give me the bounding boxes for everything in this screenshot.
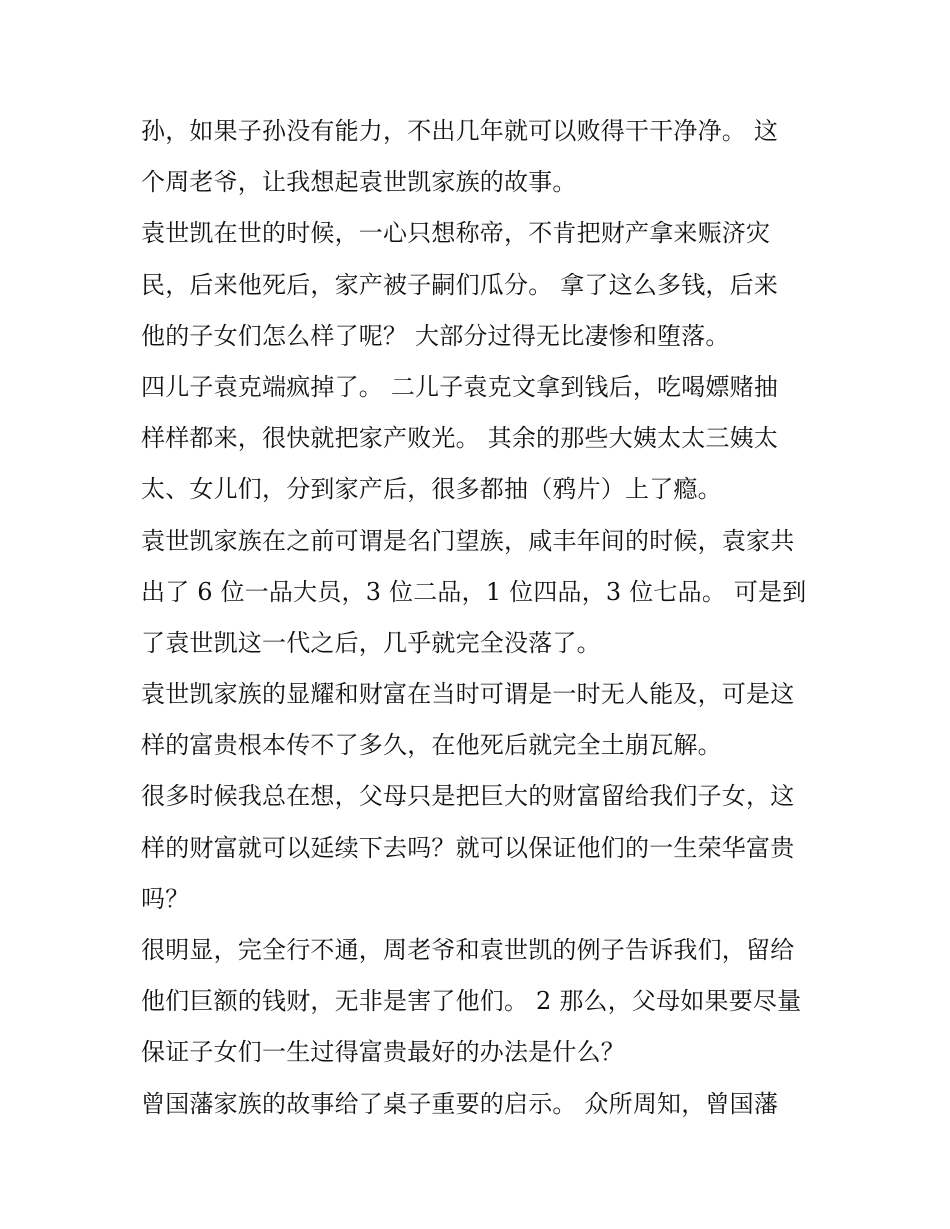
text-line: 曾国藩家族的故事给了桌子重要的启示。 众所周知，曾国藩	[141, 1089, 779, 1118]
text-line: 他的子女们怎么样了呢？ 大部分过得无比凄惨和堕落。	[141, 321, 730, 350]
text-line: 了袁世凯这一代之后，几乎就完全没落了。	[141, 628, 601, 657]
text-line: 样的财富就可以延续下去吗？就可以保证他们的一生荣华富贵	[141, 833, 795, 862]
text-line: 民，后来他死后，家产被子嗣们瓜分。 拿了这么多钱，后来	[141, 270, 779, 299]
text-line: 保证子女们一生过得富贵最好的办法是什么？	[141, 1038, 625, 1067]
text-line: 很明显，完全行不通，周老爷和袁世凯的例子告诉我们，留给	[141, 936, 795, 964]
text-line: 袁世凯在世的时候，一心只想称帝，不肯把财产拿来赈济灾	[141, 219, 771, 248]
body-text	[141, 106, 821, 1130]
text-line: 太、女儿们，分到家产后，很多都抽（鸦片）上了瘾。	[141, 475, 722, 504]
text-line: 个周老爷，让我想起袁世凯家族的故事。	[141, 168, 577, 197]
text-line: 出了 6 位一品大员，3 位二品，1 位四品，3 位七品。 可是到	[141, 577, 807, 606]
text-line: 样的富贵根本传不了多久，在他死后就完全土崩瓦解。	[141, 731, 722, 760]
text-line: 样样都来，很快就把家产败光。 其余的那些大姨太太三姨太	[141, 424, 779, 453]
text-line: 他们巨额的钱财，无非是害了他们。 2 那么，父母如果要尽量	[141, 987, 802, 1016]
text-line: 孙，如果子孙没有能力，不出几年就可以败得干干净净。 这	[141, 117, 779, 145]
text-line: 很多时候我总在想，父母只是把巨大的财富留给我们子女，这	[141, 782, 795, 811]
text-line: 四儿子袁克端疯掉了。 二儿子袁克文拿到钱后，吃喝嫖赌抽	[141, 372, 779, 401]
text-line: 袁世凯家族在之前可谓是名门望族，咸丰年间的时候，袁家共	[141, 526, 795, 555]
text-line: 吗？	[141, 884, 190, 913]
text-line: 袁世凯家族的显耀和财富在当时可谓是一时无人能及，可是这	[141, 680, 795, 709]
